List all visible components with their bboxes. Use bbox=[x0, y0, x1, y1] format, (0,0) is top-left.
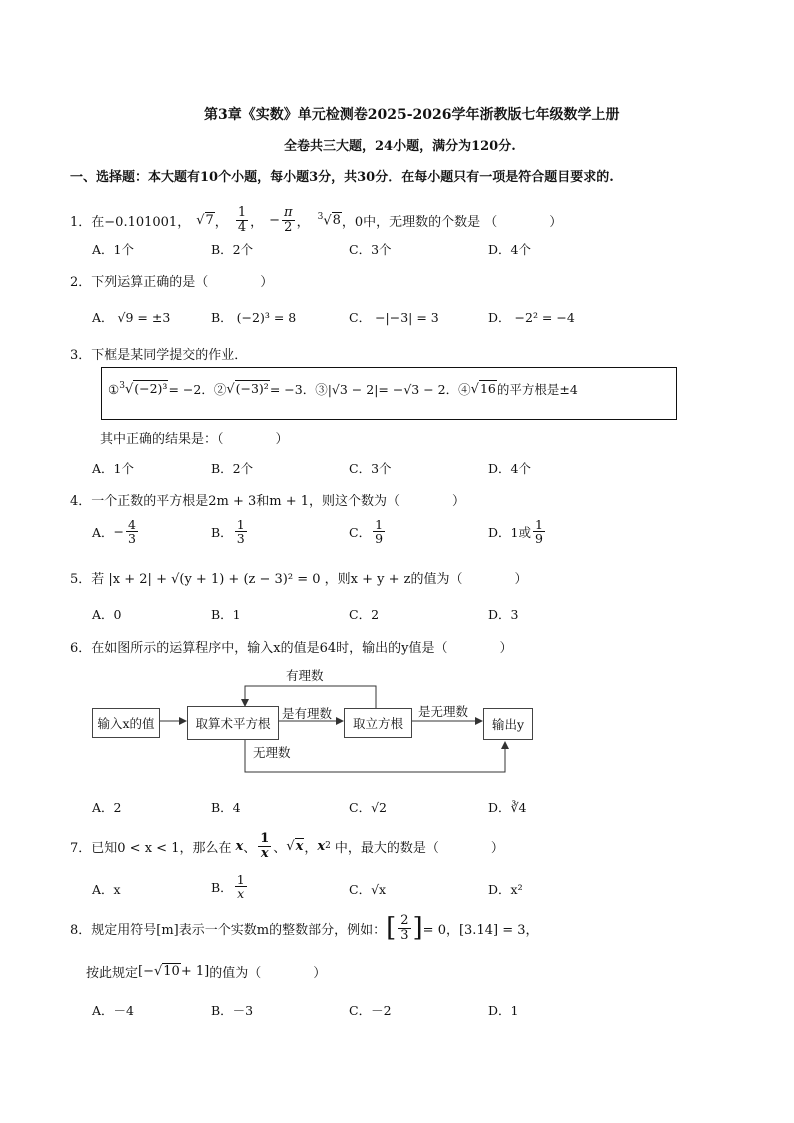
question-1: 1．在 −0.101001， √7 ， $\frac{1}{4}$ ， − $\frac{\pi}{2}$ ， $^3$√8 ，0 中，无理数的个数是 （ ） bbox=[70, 204, 563, 235]
question-8: 8．规定用符号[m]表示一个实数m的整数部分，例如： [ $\frac{2}{3}$ ] = 0，[3.14] = 3， bbox=[70, 912, 539, 943]
q6-option-a: A．2 bbox=[92, 800, 122, 815]
q7-option-c: C．√x bbox=[349, 882, 387, 897]
q1-stem-start: 1．在 bbox=[70, 214, 105, 230]
q1-sep-3: ， bbox=[296, 214, 310, 230]
q1-num-1: −0.101001， bbox=[104, 214, 191, 230]
q2-option-c: C． −|−3| = 3 bbox=[349, 310, 439, 325]
page-subtitle: 全卷共三大题，24小题，满分为120分. bbox=[284, 139, 516, 154]
flow-output-box: 输出y bbox=[483, 708, 533, 740]
question-2: 2．下列运算正确的是（ ） bbox=[70, 275, 274, 290]
flow-input-box: 输入x的值 bbox=[92, 708, 160, 738]
q5-option-c: C．2 bbox=[349, 607, 380, 622]
flow-cbrt-box: 取立方根 bbox=[344, 708, 412, 738]
q5-option-a: A．0 bbox=[92, 607, 122, 622]
q1-stem-end: 中，无理数的个数是 （ ） bbox=[363, 214, 563, 230]
q1-option-a: A．1个 bbox=[92, 242, 134, 257]
q3-option-b: B．2个 bbox=[211, 461, 254, 476]
q1-sep-2: ， bbox=[250, 214, 264, 230]
q4-option-d: D．1或 $\frac{1}{9}$ bbox=[488, 517, 543, 547]
q2-option-b: B． (−2)³ = 8 bbox=[211, 310, 297, 325]
q8-option-a: A．－4 bbox=[92, 1003, 134, 1018]
q5-option-b: B．1 bbox=[211, 607, 241, 622]
q7-option-a: A．x bbox=[92, 882, 121, 897]
q4-option-a: A． − $\frac{4}{3}$ bbox=[92, 517, 136, 547]
q6-option-b: B．4 bbox=[211, 800, 241, 815]
q8-option-b: B．－3 bbox=[211, 1003, 254, 1018]
q8-option-d: D．1 bbox=[488, 1003, 519, 1018]
flow-sqrt-box: 取算术平方根 bbox=[187, 706, 279, 740]
q3-option-d: D．4个 bbox=[488, 461, 531, 476]
q3-result-line: 其中正确的结果是：（ ） bbox=[100, 432, 289, 447]
flow-label-is-rational: 是有理数 bbox=[282, 706, 333, 721]
q7-option-b: B． $\frac{1}{x}$ bbox=[211, 872, 245, 902]
sqrt-7: √7 bbox=[196, 212, 214, 228]
q2-option-d: D． −2² = −4 bbox=[488, 310, 575, 325]
question-7: 7．已知0 < x < 1，那么在 x 、 $\frac{1}{x}$ 、 √x ， x 2 中，最大的数是（ ） bbox=[70, 831, 504, 861]
question-4: 4．一个正数的平方根是2m + 3和m + 1，则这个数为（ ） bbox=[70, 494, 466, 509]
q3-option-c: C．3个 bbox=[349, 461, 392, 476]
q1-sep-1: ， bbox=[214, 214, 228, 230]
q4-option-b: B． $\frac{1}{3}$ bbox=[211, 517, 245, 547]
q1-sep-4: ，0 bbox=[341, 214, 364, 230]
q8-option-c: C．－2 bbox=[349, 1003, 392, 1018]
frac-pi-2: $\frac{\pi}{2}$ bbox=[284, 204, 293, 235]
q6-option-c: C．√2 bbox=[349, 800, 387, 815]
question-8-line-2: 按此规定 [− √10 + 1] 的值为（ ） bbox=[86, 964, 327, 981]
q1-option-b: B．2个 bbox=[211, 242, 254, 257]
q7-option-d: D．x² bbox=[488, 882, 523, 897]
cbrt-8: $^3$√8 bbox=[317, 211, 341, 229]
q1-option-c: C．3个 bbox=[349, 242, 392, 257]
q1-option-d: D．4个 bbox=[488, 242, 531, 257]
flow-label-irrational: 无理数 bbox=[253, 745, 291, 760]
question-6: 6．在如图所示的运算程序中，输入x的值是64时，输出的y值是（ ） bbox=[70, 641, 513, 656]
question-5: 5．若 |x + 2| + √(y + 1) + (z − 3)² = 0 ，则x + y + z的值为（ ） bbox=[70, 572, 528, 587]
frac-1-4: $\frac{1}{4}$ bbox=[237, 204, 247, 235]
homework-content: ① $^3$√(−2)³ = −2．② √(−3)² = −3．③ |√3 − 2| = −√3 − 2．④ √16 的平方根是±4 bbox=[108, 380, 578, 398]
q2-option-a: A． √9 = ±3 bbox=[92, 310, 171, 325]
q4-option-c: C． $\frac{1}{9}$ bbox=[349, 517, 384, 547]
section-heading: 一、选择题：本大题有10个小题，每小题3分，共30分．在每小题只有一项是符合题目要求的. bbox=[70, 170, 614, 185]
flow-label-is-irrational: 是无理数 bbox=[418, 704, 469, 719]
q5-option-d: D．3 bbox=[488, 607, 519, 622]
flow-label-rational-top: 有理数 bbox=[286, 668, 324, 683]
q3-option-a: A．1个 bbox=[92, 461, 134, 476]
page-title: 第3章《实数》单元检测卷2025-2026学年浙教版七年级数学上册 bbox=[204, 107, 620, 123]
question-3: 3．下框是某同学提交的作业． bbox=[70, 348, 248, 363]
q6-option-d: D．∛4 bbox=[488, 800, 527, 815]
